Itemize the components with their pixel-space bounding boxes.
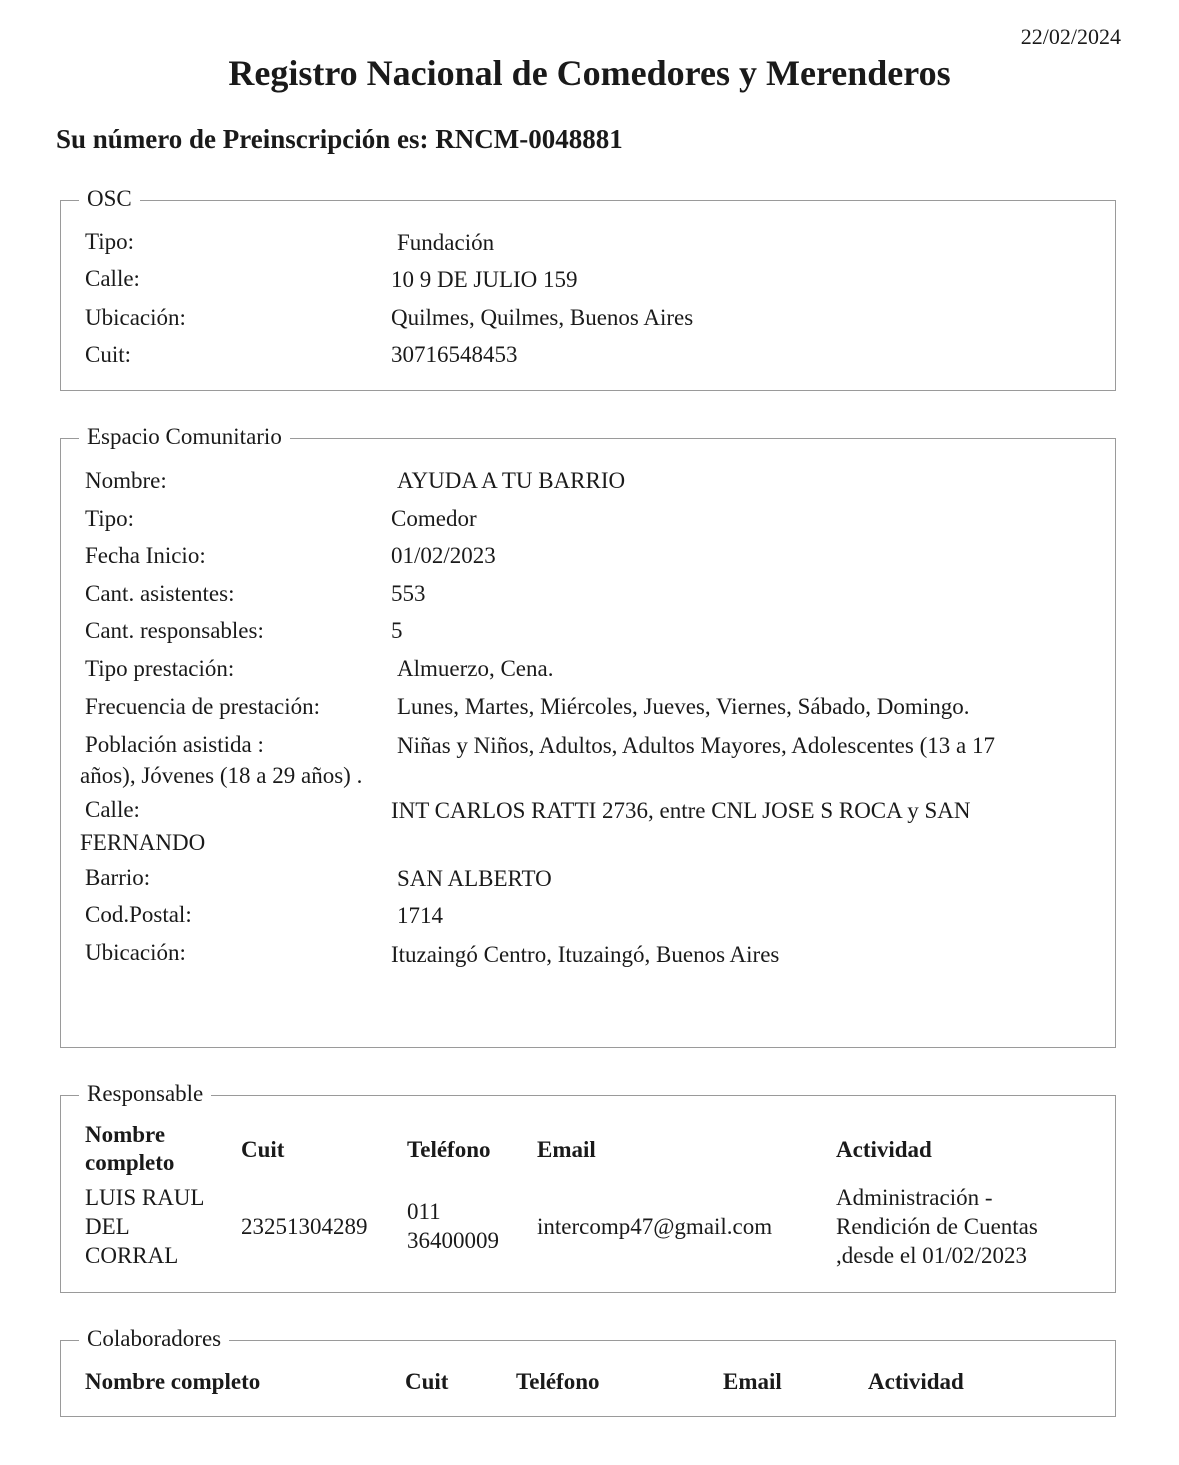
- espacio-fecha-value: 01/02/2023: [391, 543, 496, 568]
- responsable-actividad-value: Administración - Rendición de Cuentas ,desde el 01/02/2023: [836, 1185, 1038, 1268]
- osc-tipo-label: Tipo:: [85, 229, 135, 254]
- espacio-asistentes-label: Cant. asistentes:: [85, 581, 235, 606]
- espacio-frecuencia-label: Frecuencia de prestación:: [85, 694, 320, 719]
- espacio-poblacion-value-line1: Niñas y Niños, Adultos, Adultos Mayores, Adolescentes (13 a 17: [397, 733, 995, 758]
- espacio-cp-value: 1714: [397, 903, 443, 928]
- espacio-prestacion-label: Tipo prestación:: [85, 656, 235, 681]
- espacio-nombre-label: Nombre:: [85, 468, 167, 493]
- espacio-calle-value-line1: INT CARLOS RATTI 2736, entre CNL JOSE S ROCA y SAN: [391, 798, 971, 823]
- espacio-frecuencia-value: Lunes, Martes, Miércoles, Jueves, Viernes, Sábado, Domingo.: [397, 694, 970, 719]
- osc-legend: OSC: [79, 186, 140, 212]
- osc-ubicacion-label: Ubicación:: [85, 305, 186, 330]
- espacio-barrio-label: Barrio:: [85, 865, 151, 890]
- osc-section: [60, 186, 1116, 391]
- espacio-tipo-value: Comedor: [391, 506, 477, 531]
- responsable-legend: Responsable: [79, 1081, 211, 1107]
- espacio-poblacion-value-line2: años), Jóvenes (18 a 29 años) .: [80, 763, 363, 788]
- espacio-ubicacion-label: Ubicación:: [85, 940, 186, 965]
- responsable-cuit-value: 23251304289: [241, 1214, 368, 1239]
- responsable-header-nombre: Nombre completo: [85, 1122, 175, 1175]
- osc-ubicacion-value: Quilmes, Quilmes, Buenos Aires: [391, 305, 694, 330]
- espacio-prestacion-value: Almuerzo, Cena.: [397, 656, 554, 681]
- document-title: Registro Nacional de Comedores y Merenderos: [228, 53, 951, 93]
- osc-cuit-value: 30716548453: [391, 342, 518, 367]
- document-date: 22/02/2024: [1020, 24, 1121, 49]
- colaboradores-header-email: Email: [723, 1369, 782, 1394]
- responsable-header-actividad: Actividad: [836, 1137, 932, 1162]
- colaboradores-header-nombre: Nombre completo: [85, 1369, 261, 1394]
- espacio-responsables-label: Cant. responsables:: [85, 618, 264, 643]
- espacio-ubicacion-value: Ituzaingó Centro, Ituzaingó, Buenos Aires: [391, 942, 780, 967]
- espacio-calle-value-line2: FERNANDO: [80, 830, 206, 855]
- responsable-header-telefono: Teléfono: [407, 1137, 491, 1162]
- colaboradores-header-actividad: Actividad: [868, 1369, 964, 1394]
- osc-tipo-value: Fundación: [397, 230, 495, 255]
- espacio-calle-label: Calle:: [85, 797, 140, 822]
- espacio-fecha-label: Fecha Inicio:: [85, 543, 206, 568]
- espacio-barrio-value: SAN ALBERTO: [397, 866, 552, 891]
- colaboradores-legend: Colaboradores: [79, 1326, 229, 1352]
- espacio-cp-label: Cod.Postal:: [85, 902, 192, 927]
- osc-calle-value: 10 9 DE JULIO 159: [391, 267, 578, 292]
- espacio-poblacion-label: Población asistida :: [85, 732, 264, 757]
- colaboradores-header-cuit: Cuit: [405, 1369, 449, 1394]
- responsable-telefono-value: 011 36400009: [407, 1199, 499, 1253]
- responsable-header-cuit: Cuit: [241, 1137, 285, 1162]
- espacio-legend: Espacio Comunitario: [79, 424, 290, 450]
- preinscription-number: Su número de Preinscripción es: RNCM-0048881: [56, 124, 623, 154]
- espacio-responsables-value: 5: [391, 618, 403, 643]
- espacio-tipo-label: Tipo:: [85, 506, 135, 531]
- responsable-nombre-value: LUIS RAUL DEL CORRAL: [85, 1185, 204, 1268]
- espacio-nombre-value: AYUDA A TU BARRIO: [397, 468, 626, 493]
- espacio-asistentes-value: 553: [391, 581, 426, 606]
- responsable-section: [60, 1081, 1116, 1293]
- osc-cuit-label: Cuit:: [85, 342, 132, 367]
- responsable-email-value: intercomp47@gmail.com: [537, 1214, 773, 1239]
- colaboradores-header-telefono: Teléfono: [516, 1369, 600, 1394]
- colaboradores-section: [60, 1326, 1116, 1417]
- osc-calle-label: Calle:: [85, 266, 140, 291]
- responsable-header-email: Email: [537, 1137, 596, 1162]
- espacio-comunitario-section: [60, 424, 1116, 1048]
